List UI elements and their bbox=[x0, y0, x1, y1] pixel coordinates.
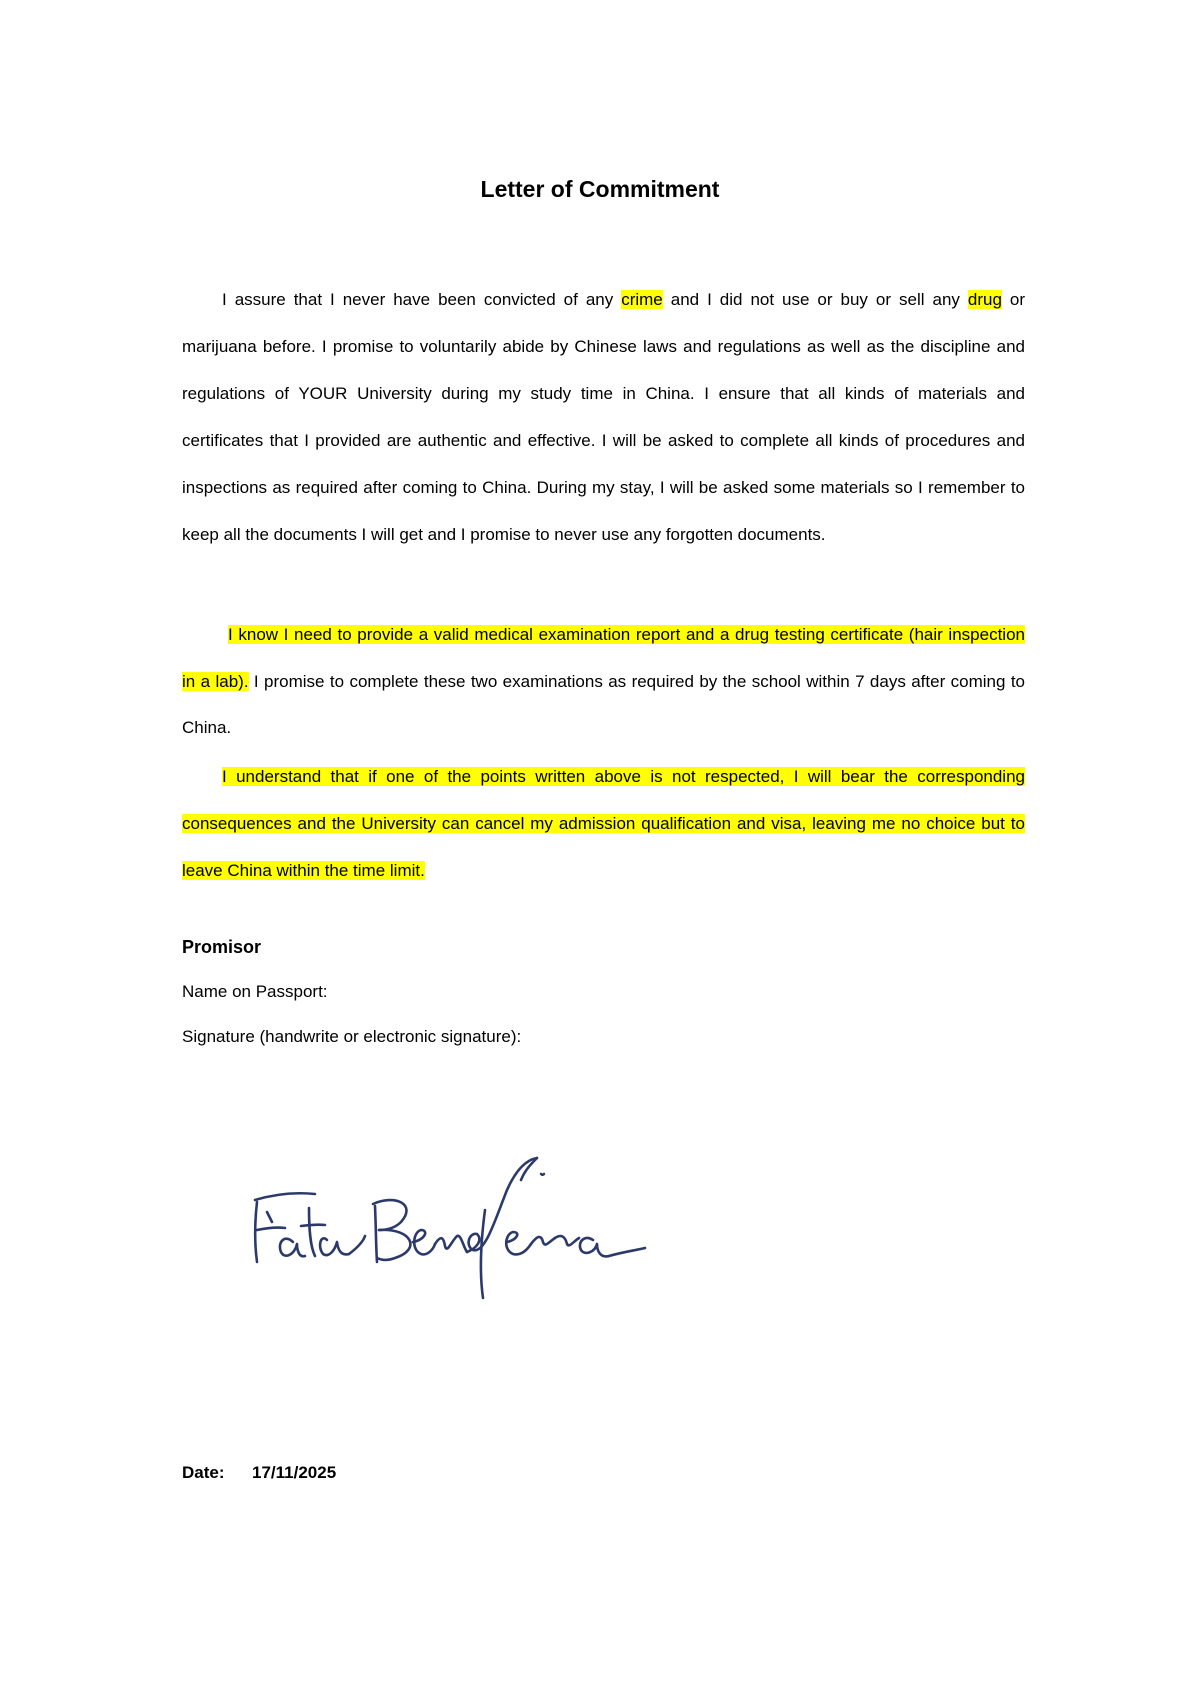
signature-label: Signature (handwrite or electronic signature): bbox=[182, 1027, 522, 1046]
highlight-medical: I know I need to provide a valid medical examination report and a drug testing certificate (hair inspection in a lab). bbox=[182, 625, 1025, 691]
date-label: Date: bbox=[182, 1463, 225, 1482]
highlight-consequences: I understand that if one of the points written above is not respected, I will bear the corresponding consequences and the University can cancel my admission qualification and visa, leaving me no choice but to leave China within the time limit. bbox=[182, 767, 1025, 880]
promisor-heading: Promisor bbox=[182, 937, 262, 957]
paragraph-text: or marijuana before. I promise to voluntarily abide by Chinese laws and regulations as well as the discipline and regulations of YOUR University during my study time in China. I ensure that all kinds of materials and certificates that I provided are authentic and effective. I will be asked to complete all kinds of procedures and inspections as required after coming to China. During my stay, I will be asked some materials so I remember to keep all the documents I will get and I promise to never use any forgotten documents. bbox=[182, 290, 1025, 544]
handwritten-signature bbox=[245, 1150, 650, 1300]
paragraph-consequences bbox=[182, 753, 1025, 894]
highlight-drug: drug bbox=[967, 290, 1002, 309]
paragraph-text: and I did not use or buy or sell any bbox=[662, 290, 968, 309]
paragraph-medical-report bbox=[182, 612, 1025, 752]
name-on-passport-label: Name on Passport: bbox=[182, 982, 328, 1001]
paragraph-criminal-record bbox=[182, 276, 1025, 558]
highlight-crime: crime bbox=[621, 290, 663, 309]
page-title: Letter of Commitment bbox=[480, 176, 720, 202]
paragraph-text: I assure that I never have been convicted of any bbox=[222, 290, 622, 309]
paragraph-text: I promise to complete these two examinations as required by the school within 7 days after coming to China. bbox=[182, 671, 1026, 737]
date-value: 17/11/2025 bbox=[252, 1463, 337, 1482]
